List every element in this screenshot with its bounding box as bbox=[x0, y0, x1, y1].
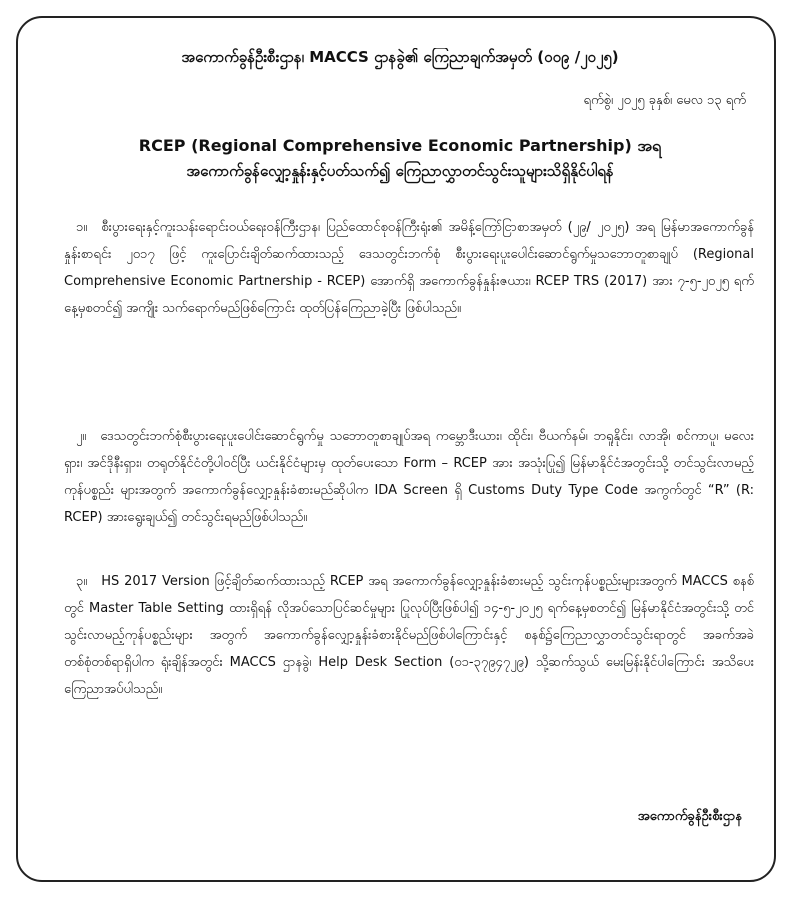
paragraph-2 bbox=[64, 423, 754, 531]
subject-line-1: RCEP (Regional Comprehensive Economic Partnership) အရ bbox=[138, 136, 662, 155]
paragraph-2-text: ဒေသတွင်းဘက်စုံစီးပွားရေးပူးပေါင်းဆောင်ရွက်မှု သဘောတူစာချုပ်အရ ကမ္ဘောဒီးယား၊ ထိုင်း၊ ဗီယက်နမ်၊ ဘရူနိုင်း၊ လာအို၊ စင်ကာပူ၊ မလေးရှား၊ အင်ဒိုနီးရှား၊ တရုတ်နိုင်ငံတို့ပါဝင်ပြီး ယင်းနိုင်ငံများမှ ထုတ်ပေးသော Form – RCEP အား အသုံးပြု၍ မြန်မာနိုင်ငံအတွင်းသို့ တင်သွင်းလာမည့် ကုန်ပစ္စည်း များအတွက် အကောက်ခွန်လျှော့နှုန်းခံစားမည်ဆိုပါက IDA Screen ရှိ Customs Duty Type Code အကွက်တွင် “R” (R: RCEP) အားရွေးချယ်၍ တင်သွင်းရမည်ဖြစ်ပါသည်။ bbox=[64, 429, 754, 525]
notice-date: ရက်စွဲ၊ ၂၀၂၅ ခုနှစ်၊ မေလ ၁၃ ရက် bbox=[583, 93, 746, 108]
signature: အကောက်ခွန်ဦးစီးဌာန bbox=[637, 809, 742, 824]
paragraph-1-number: ၁။ bbox=[76, 220, 88, 235]
subject-line-2: အကောက်ခွန်လျှော့နှုန်းနှင့်ပတ်သက်၍ ကြေညာလွှာတင်သွင်းသူများသိရှိနိုင်ပါရန် bbox=[186, 162, 614, 180]
notice-subject bbox=[40, 134, 760, 184]
paragraph-2-number: ၂။ bbox=[76, 429, 87, 444]
paragraph-3-number: ၃။ bbox=[76, 574, 88, 589]
paragraph-3 bbox=[64, 568, 754, 703]
paragraph-1 bbox=[64, 214, 754, 322]
paragraph-3-text: HS 2017 Version ဖြင့်ချိတ်ဆက်ထားသည့် RCEP အရ အကောက်ခွန်လျှော့နှုန်းခံစားမည့် သွင်းကုန်ပစ္စည်းများအတွက် MACCS စနစ်တွင် Master Table Setting ထားရှိရန် လိုအပ်သောပြင်ဆင်မှုများ ပြုလုပ်ပြီးဖြစ်ပါ၍ ၁၄-၅-၂၀၂၅ ရက်နေ့မှစတင်၍ မြန်မာနိုင်ငံအတွင်းသို့ တင်သွင်းလာမည့်ကုန်ပစ္စည်းများ အတွက် အကောက်ခွန်လျှော့နှုန်းခံစားနိုင်မည်ဖြစ်ပါကြောင်းနှင့် စနစ်၌ကြေညာလွှာတင်သွင်းရာတွင် အခက်အခဲ တစ်စုံတစ်ရာရှိပါက ရုံးချိန်အတွင်း MACCS ဌာနခွဲ၊ Help Desk Section (၀၁-၃၇၉၄၇၂၉) သို့ဆက်သွယ် မေးမြန်းနိုင်ပါကြောင်း အသိပေးကြေညာအပ်ပါသည်။ bbox=[64, 574, 754, 697]
notice-title: အကောက်ခွန်ဦးစီးဌာန၊ MACCS ဌာနခွဲ၏ ကြေညာချက်အမှတ် (၀၀၉ /၂၀၂၅) bbox=[181, 48, 619, 66]
paragraph-1-text: စီးပွားရေးနှင့်ကူးသန်းရောင်းဝယ်ရေးဝန်ကြီးဌာန၊ ပြည်ထောင်စုဝန်ကြီးရုံး၏ အမိန့်ကြော်ငြာစာအမှတ် (၂၉/ ၂၀၂၅) အရ မြန်မာအကောက်ခွန်နှုန်းစာရင်း ၂၀၁၇ ဖြင့် ကူးပြောင်းချိတ်ဆက်ထားသည့် ဒေသတွင်းဘက်စုံ စီးပွားရေးပူးပေါင်းဆောင်ရွက်မှုသဘောတူစာချုပ် (Regional Comprehensive Economic Partnership - RCEP) အောက်ရှိ အကောက်ခွန်နှုန်းဇယား၊ RCEP TRS (2017) အား ၇-၅-၂၀၂၅ ရက်နေ့မှစတင်၍ အကျိုး သက်ရောက်မည်ဖြစ်ကြောင်း ထုတ်ပြန်ကြေညာခဲ့ပြီး ဖြစ်ပါသည်။ bbox=[64, 220, 754, 316]
